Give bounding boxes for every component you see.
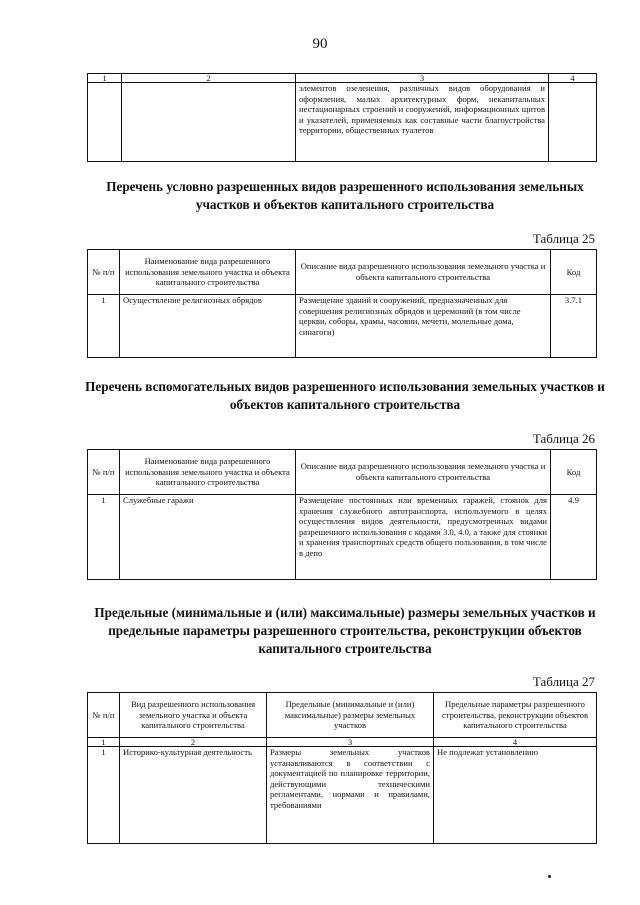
- column-number: 2: [120, 738, 267, 747]
- header-num: № п/п: [88, 693, 120, 738]
- table-header-row: [88, 450, 597, 495]
- continuation-table: [87, 73, 597, 162]
- row-name: Осуществление религиозных обрядов: [120, 295, 296, 358]
- column-number: 1: [88, 74, 122, 83]
- header-sizes: Предельные (минимальные и (или) максимальные) размеры земельных участков: [267, 693, 434, 738]
- row-number: 1: [88, 295, 120, 358]
- table-header-row: [88, 693, 597, 738]
- column-number: 3: [296, 74, 549, 83]
- column-number: 4: [549, 74, 597, 83]
- header-num: № п/п: [88, 250, 120, 295]
- table-25: [87, 249, 597, 358]
- header-code: Код: [551, 250, 597, 295]
- header-description: Описание вида разрешенного использования земельного участка и объекта капитального строительства: [296, 450, 551, 495]
- row-description: элементов озеленения, различных видов оборудования и оформления, малых архитектурных форм, некапитальных нестационарных строений и сооружений, информационных щитов и указателей, применяемых как составные части благоустройства территории, общественных туалетов: [296, 83, 549, 162]
- header-name: Наименование вида разрешенного использования земельного участка и объекта капитального строительства: [120, 250, 296, 295]
- scan-dot-mark: [548, 875, 551, 878]
- header-description: Описание вида разрешенного использования земельного участка и объекта капитального строительства: [296, 250, 551, 295]
- row-number: [88, 83, 122, 162]
- column-number-row: [88, 738, 597, 747]
- table-row: [88, 747, 597, 844]
- table-26: [87, 449, 597, 580]
- column-number: 2: [122, 74, 296, 83]
- row-description: Размещение постоянных или временных гаражей, стоянок для хранения служебного автотранспорта, используемого в целях осуществления видов деятельности, предусмотренных видами разрешенного использования с кодами 3.0, 4.0, а также для стоянки и хранения транспортных средств общего пользования, в том числе в депо: [296, 495, 551, 580]
- row-sizes: Размеры земельных участков устанавливаются в соответствии с документацией по планировке территории, действующими техническими регламентами, нормами и правилами, требованиями: [267, 747, 434, 844]
- table-27: [87, 692, 597, 844]
- header-params: Предельные параметры разрешенного строительства, реконструкции объектов капитального строительства: [434, 693, 597, 738]
- column-number-row: [88, 74, 597, 83]
- table-caption-26: Таблица 26: [532, 431, 595, 446]
- row-name: Историко-культурная деятельность: [120, 747, 267, 844]
- row-code: 3.7.1: [551, 295, 597, 358]
- table-row: [88, 495, 597, 580]
- column-number: 4: [434, 738, 597, 747]
- section-heading-limits: Предельные (минимальные и (или) максимальные) размеры земельных участков и предельные параметры разрешенного строительства, реконструкции объектов капитального строительства: [94, 605, 596, 656]
- header-name: Вид разрешенного использования земельного участка и объекта капитального строительства: [120, 693, 267, 738]
- row-description: Размещение зданий и сооружений, предназначенных для совершения религиозных обрядов и церемоний (в том числе церкви, соборы, храмы, часовни, мечети, молельные дома, синагоги): [296, 295, 551, 358]
- row-params: Не подлежат установлению: [434, 747, 597, 844]
- section-heading-conditional: Перечень условно разрешенных видов разрешенного использования земельных участков и объектов капитального строительства: [106, 179, 584, 212]
- table-caption-27: Таблица 27: [532, 674, 595, 689]
- row-name: [122, 83, 296, 162]
- column-number: 1: [88, 738, 120, 747]
- table-caption-25: Таблица 25: [532, 231, 595, 246]
- header-name: Наименование вида разрешенного использования земельного участка и объекта капитального строительства: [120, 450, 296, 495]
- table-row: [88, 83, 597, 162]
- row-number: 1: [88, 495, 120, 580]
- row-number: 1: [88, 747, 120, 844]
- page-number: 90: [312, 36, 328, 52]
- column-number: 3: [267, 738, 434, 747]
- row-name: Служебные гаражи: [120, 495, 296, 580]
- header-code: Код: [551, 450, 597, 495]
- row-code: 4.9: [551, 495, 597, 580]
- table-header-row: [88, 250, 597, 295]
- header-num: № п/п: [88, 450, 120, 495]
- section-heading-auxiliary: Перечень вспомогательных видов разрешенного использования земельных участков и объектов капитального строительства: [85, 379, 605, 412]
- row-code: [549, 83, 597, 162]
- table-row: [88, 295, 597, 358]
